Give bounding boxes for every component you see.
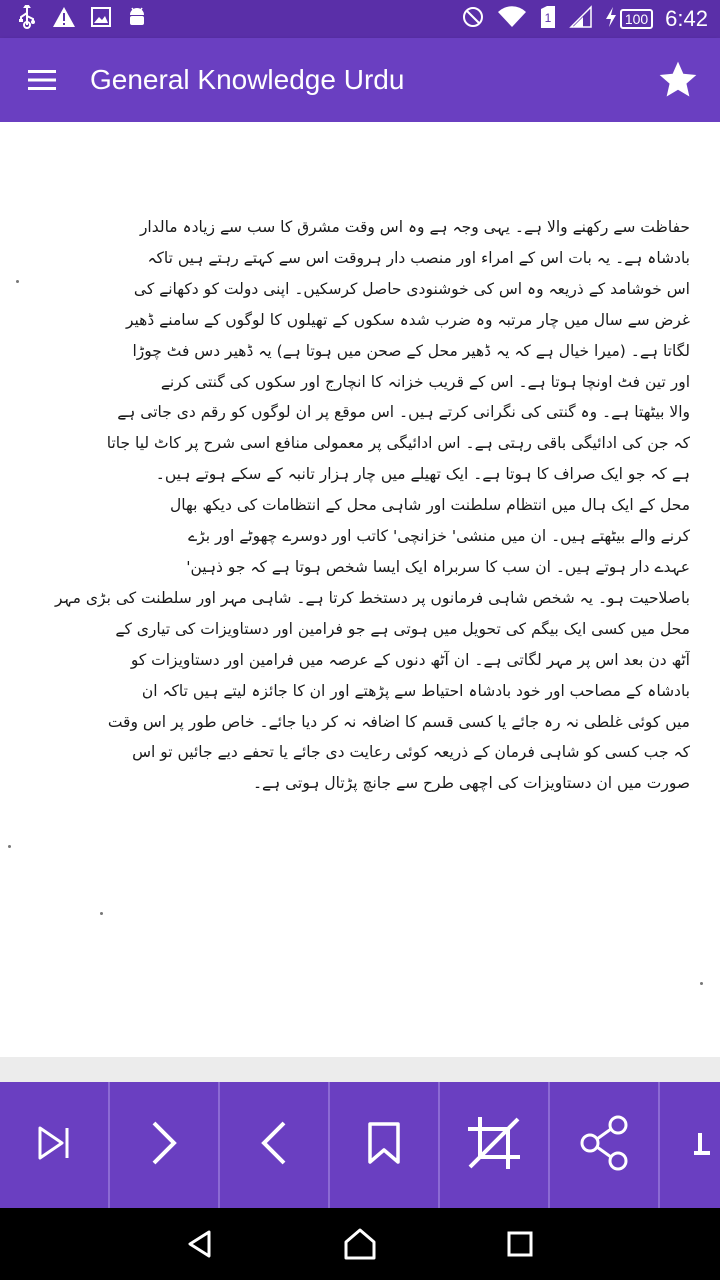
wifi-icon xyxy=(497,5,527,34)
page-line: عہدے دار ہوتے ہیں۔ ان سب کا سربراہ ایک ایسا شخص ہوتا ہے کہ جو ذہین' xyxy=(186,557,690,576)
page-line: کہ جب کسی کو شاہی فرمان کے ذریعہ کوئی رعایت دی جائے یا تحفے دیے جائیں تو اس xyxy=(132,743,690,762)
page-line: میں کوئی غلطی نہ رہ جائے یا کسی قسم کا اضافہ نہ کر دیا جائے۔ خاص طور پر اس وقت xyxy=(107,712,690,731)
battery-level: 100 xyxy=(620,9,653,29)
scanned-page-text xyxy=(30,212,690,807)
status-bar-notifications xyxy=(16,0,148,38)
page-line: کرنے والے بیٹھتے ہیں۔ ان میں منشی' خزانچی' کاتب اور دوسرے چھوٹے اور بڑے xyxy=(188,527,690,546)
page-viewer[interactable] xyxy=(0,122,720,1057)
sim-label: 1 xyxy=(544,10,552,25)
page-line: لگاتا ہے۔ (میرا خیال ہے کہ یہ ڈھیر محل کے صحن میں ہوتا ہے) یہ ڈھیر دس فٹ چوڑا xyxy=(132,341,690,360)
hamburger-menu-icon[interactable] xyxy=(24,62,60,98)
page-line: محل میں کسی ایک بیگم کی تحویل میں ہوتی ہے جو فرامین اور دستاویزات کی تیاری کے xyxy=(115,619,690,638)
signal-icon xyxy=(569,5,593,34)
chevron-right-icon xyxy=(144,1119,184,1172)
skip-to-end-icon xyxy=(34,1123,74,1168)
page-line: والا بیٹھتا ہے۔ وہ گنتی کی نگرانی کرتے ہیں۔ اس موقع پر ان لوگوں کو رقم دی جاتی ہے xyxy=(117,403,690,422)
do-not-disturb-icon xyxy=(461,5,485,34)
page-line: بادشاہ کے مصاحب اور خود بادشاہ احتیاط سے پڑھتے اور ان کا جائزہ لیتے ہیں تاکہ ان xyxy=(141,681,690,700)
page-separator xyxy=(0,1057,720,1082)
star-icon[interactable] xyxy=(654,56,702,104)
scan-speck xyxy=(100,912,103,915)
app-title: General Knowledge Urdu xyxy=(90,64,405,95)
crop-button[interactable] xyxy=(440,1082,550,1208)
page-line: اس خوشامد کے ذریعہ وہ اس کی خوشنودی حاصل کرسکیں۔ اپنی دولت کو دکھانے کی xyxy=(133,279,690,298)
back-icon[interactable] xyxy=(170,1214,230,1274)
android-icon xyxy=(126,5,148,34)
bookmark-button[interactable] xyxy=(330,1082,440,1208)
charging-icon xyxy=(605,6,617,33)
usb-icon xyxy=(16,5,38,34)
page-line: صورت میں ان دستاویزات کی اچھی طرح سے جانچ پڑتال ہوتی ہے۔ xyxy=(252,774,690,793)
page-line: محل کے ایک ہال میں انتظام سلطنت اور شاہی محل کے انتظامات کی دیکھ بھال xyxy=(169,496,690,515)
image-icon xyxy=(90,6,112,33)
page-toolbar xyxy=(0,1082,720,1208)
home-icon[interactable] xyxy=(330,1214,390,1274)
warning-icon xyxy=(52,6,76,33)
status-time: 6:42 xyxy=(665,6,708,31)
page-line: آٹھ دن بعد اس پر مہر لگاتی ہے۔ ان آٹھ دنوں کے عرصہ میں فرامین اور دستاویزات کو xyxy=(130,650,690,669)
page-line: حفاظت سے رکھنے والا ہے۔ یہی وجہ ہے وہ اس وقت مشرق کا سب سے زیادہ مالدار xyxy=(139,218,690,236)
chevron-left-icon xyxy=(254,1119,294,1172)
scan-speck xyxy=(16,280,19,283)
page-line: غرض سے سال میں چار مرتبہ وہ ضرب شدہ سکوں کے تھیلوں کا لوگوں کے سامنے ڈھیر xyxy=(125,310,690,329)
sim-icon xyxy=(539,5,557,34)
share-icon xyxy=(578,1115,630,1176)
scan-speck xyxy=(8,845,11,848)
previous-page-button[interactable] xyxy=(220,1082,330,1208)
page-line: بادشاہ ہے۔ یہ بات اس کے امراء اور منصب دار ہروقت اس سے کہتے رہتے ہیں تاکہ xyxy=(147,248,690,267)
last-page-button[interactable] xyxy=(0,1082,110,1208)
recents-icon[interactable] xyxy=(490,1214,550,1274)
status-bar xyxy=(0,0,720,38)
next-page-button[interactable] xyxy=(110,1082,220,1208)
scan-speck xyxy=(700,982,703,985)
status-bar-system xyxy=(461,0,708,38)
crop-icon xyxy=(466,1115,522,1176)
partial-toolbar-icon xyxy=(680,1123,710,1168)
page-line: اور تین فٹ اونچا ہوتا ہے۔ اس کے قریب خزانہ کا انچارج اور سکوں کی گنتی کرنے xyxy=(160,372,690,391)
app-bar xyxy=(0,38,720,122)
bookmark-icon xyxy=(366,1122,402,1169)
page-line: ہے کہ جو ایک صراف کا ہوتا ہے۔ ایک تھیلے میں چار ہزار تانبہ کے سکے ہوتے ہیں۔ xyxy=(155,465,690,484)
share-button[interactable] xyxy=(550,1082,660,1208)
page-line: باصلاحیت ہو۔ یہ شخص شاہی فرمانوں پر دستخط کرتا ہے۔ شاہی مہر اور سلطنت کی بڑی مہر xyxy=(55,588,690,607)
battery-indicator xyxy=(605,6,653,33)
page-line: کہ جن کی ادائیگی باقی رہتی ہے۔ اس ادائیگی پر معمولی منافع اسی شرح پر کاٹ لیا جاتا xyxy=(106,434,690,453)
system-nav-bar xyxy=(0,1208,720,1280)
more-toolbar-button[interactable] xyxy=(660,1082,720,1208)
